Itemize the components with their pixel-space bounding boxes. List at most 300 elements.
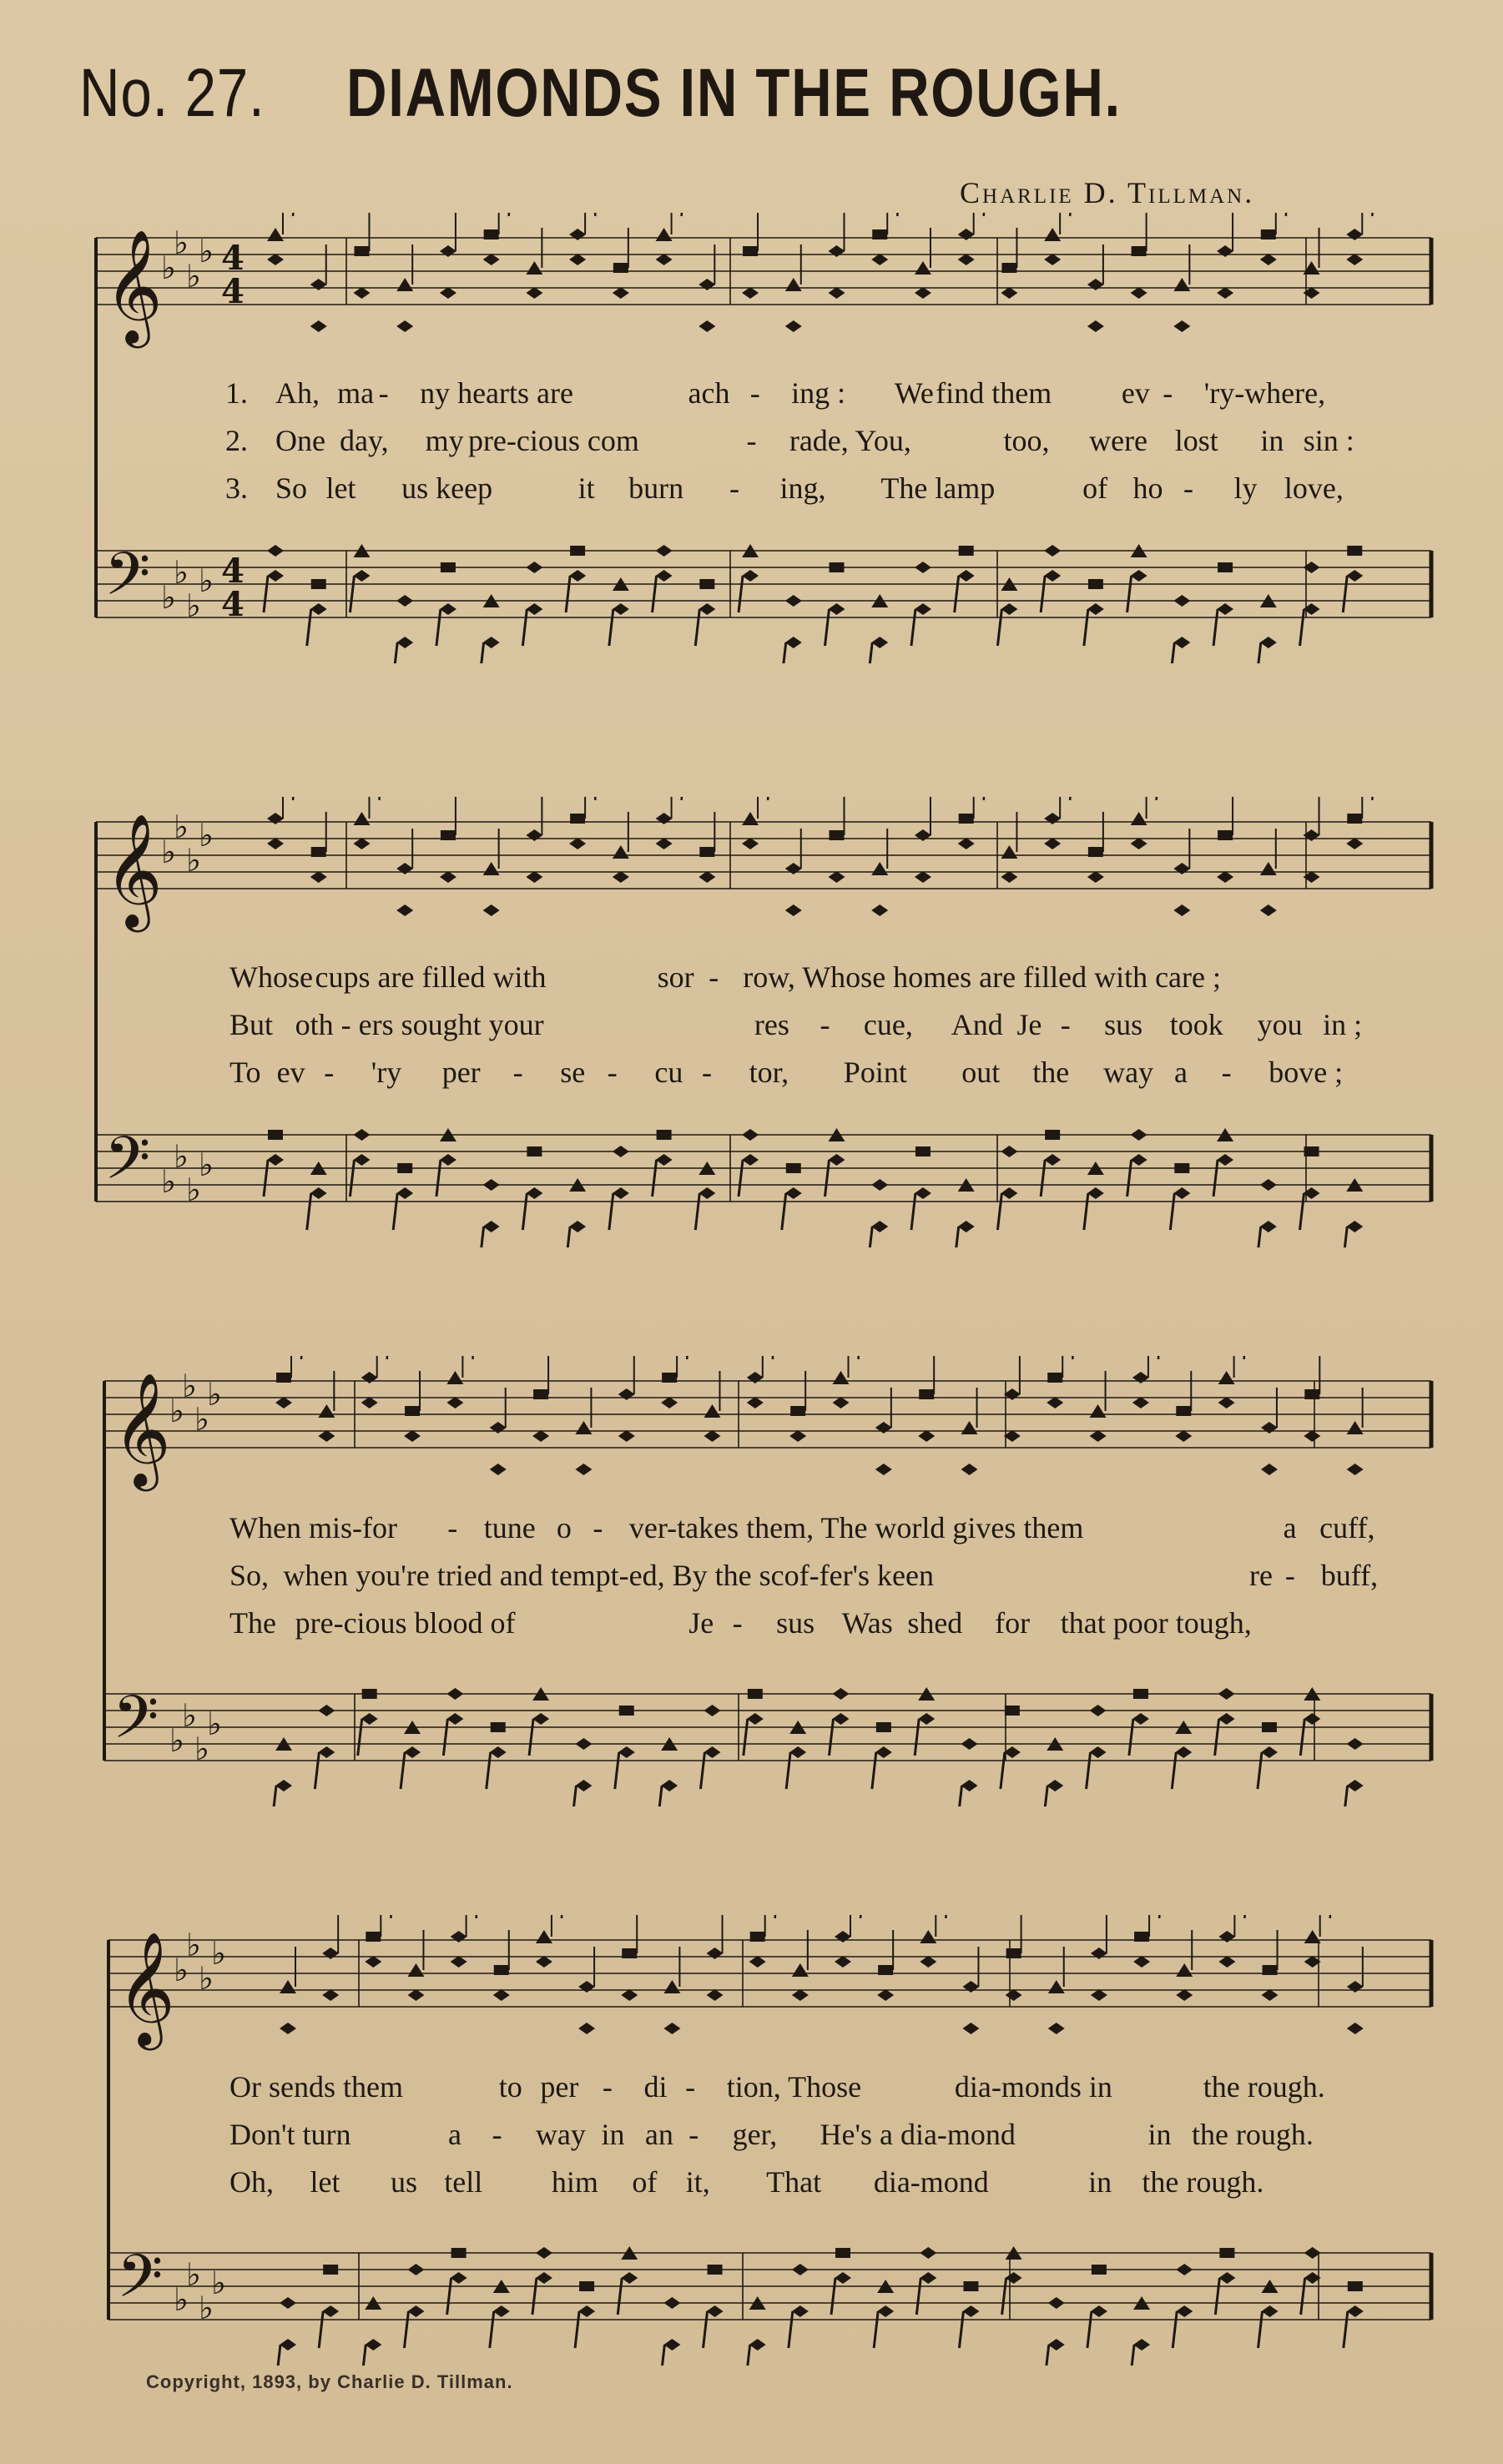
note-head [1262,1989,1279,2001]
note-head [1131,812,1147,825]
flat-icon: ♭ [182,1368,197,1404]
lyric-syllable: a [1283,1511,1297,1544]
note-head [1173,904,1190,916]
hymn-number: No. 27. [79,55,265,131]
lyric-syllable: it, [685,2165,710,2199]
note-head [1260,1179,1277,1191]
note-head [1001,871,1017,883]
lyric-line [0,1558,1503,1600]
note-head [877,1989,894,2001]
lyric-syllable: When mis-for [229,1511,397,1544]
note-head [1217,287,1233,299]
lyric-syllable: the rough. [1142,2165,1264,2199]
lyric-syllable: in ; [1323,1008,1363,1041]
note-head [662,1373,677,1383]
note-head [833,1397,850,1408]
lyric-syllable: for [995,1606,1031,1640]
lyric-syllable: - [1183,471,1193,505]
lyric-syllable: in [601,2118,625,2151]
note-head [579,2281,594,2291]
note-head [663,1980,680,1993]
lyric-syllable: ver-takes them, The world gives them [628,1511,1084,1544]
note-head [526,871,542,883]
treble-clef-icon: 𝄞 [104,812,163,927]
note-head [526,829,542,841]
lyric-syllable: To [229,1056,261,1089]
note-head [1260,254,1277,265]
note-head [1044,813,1061,824]
lyric-line [0,1007,1503,1049]
note-head [280,1980,296,1993]
note-head [483,1221,500,1232]
note-head [490,1422,507,1434]
note-head [792,2305,809,2317]
note-head [699,847,714,857]
note-head [570,814,585,824]
verse-number: 1. [225,376,248,410]
lyric-syllable: Whose [229,960,313,994]
lyric-syllable: cups are filled with [315,960,547,994]
note-head [789,1746,806,1758]
note-head [830,562,845,572]
note-head [656,570,673,582]
note-head [275,1397,292,1408]
note-head [527,1146,542,1156]
lyric-syllable: of [1082,471,1108,505]
flat-icon: ♭ [174,1952,189,1988]
flat-icon: ♭ [186,587,201,624]
lyric-syllable: an [644,2118,673,2151]
lyric-syllable: the rough. [1191,2118,1314,2151]
lyric-syllable: One [275,424,325,457]
note-head [365,2339,381,2351]
note-head [833,1713,850,1725]
note-head [1347,1780,1364,1791]
note-head [1044,254,1061,265]
lyric-syllable: way [535,2118,586,2151]
note-head [835,1931,851,1942]
lyric-syllable: - [709,960,719,994]
lyric-syllable: you [1257,1008,1303,1041]
lyric-syllable: row, Whose homes are filled with care ; [743,960,1222,994]
note-head [875,1464,892,1475]
note-head [396,1187,413,1199]
lyric-syllable: Or sends them [229,2070,403,2104]
note-head [959,814,974,824]
lyric-syllable: - [602,2070,613,2104]
flat-icon: ♭ [174,1138,189,1175]
note-head [785,637,802,648]
note-head [835,2272,851,2284]
flat-icon: ♭ [186,2256,201,2293]
lyric-syllable: were [1089,424,1148,457]
note-head [919,1389,934,1399]
note-head [310,603,327,615]
lyric-line [0,2069,1503,2111]
lyric-syllable: Don't turn [229,2118,351,2151]
note-head [958,570,975,582]
note-head [483,1179,500,1191]
note-head [915,261,931,275]
note-head [618,1746,635,1758]
note-head [1047,1780,1063,1791]
note-head [441,830,456,840]
note-head [318,1404,335,1418]
lyric-syllable: - [1060,1008,1071,1041]
note-head [1347,2023,1364,2034]
note-head [1045,1130,1060,1140]
lyric-syllable: buff, [1320,1559,1379,1592]
note-head [268,1130,283,1140]
note-head [407,2264,424,2275]
lyric-syllable: per [540,2070,579,2104]
note-head [656,228,673,241]
note-head [1001,845,1017,859]
bass-clef-icon: 𝄢 [113,1683,159,1766]
note-head [1005,1706,1020,1716]
note-head [829,603,845,615]
lyric-syllable: us [390,2165,417,2199]
note-head [1006,1989,1022,2001]
lyric-syllable: - [492,2118,502,2151]
note-head [1131,287,1147,299]
note-head [747,1713,764,1725]
note-head [704,1705,720,1716]
note-head [750,1932,765,1942]
lyric-syllable: out [961,1056,1001,1089]
note-head [871,637,888,648]
lyric-syllable: - [688,2118,699,2151]
lyric-syllable: - [324,1056,335,1089]
note-head [958,229,975,240]
note-head [699,320,715,332]
note-head [536,1930,552,1943]
note-head [575,1421,592,1434]
hymn-title: DIAMONDS IN THE ROUGH. [346,55,1122,131]
note-head [280,2023,296,2034]
flat-icon: ♭ [161,249,176,286]
note-head [747,1372,764,1383]
note-head [915,871,931,883]
composer-credit: Charlie D. Tillman. [960,176,1255,209]
note-head [656,813,673,824]
note-head [318,1705,335,1716]
note-head [1218,1956,1235,1968]
note-head [1346,570,1363,582]
note-head [569,229,586,240]
note-head [1133,2339,1150,2351]
note-head [742,1154,759,1166]
note-head [1260,637,1277,648]
note-head [742,838,759,849]
treble-clef-icon: 𝄞 [113,1371,171,1486]
time-signature-digit: 4 [221,585,245,624]
note-head [526,562,542,573]
note-head [621,1989,638,2001]
lyric-syllable: tune [483,1511,536,1544]
note-head [1260,862,1277,875]
note-head [310,320,327,332]
note-head [1132,1713,1149,1725]
lyric-syllable: rade, You, [789,424,911,457]
note-head [446,1688,463,1700]
lyric-syllable: - [732,1606,743,1640]
lyric-syllable: And [951,1008,1003,1041]
lyric-syllable: 'ry [371,1056,402,1089]
note-head [578,1981,595,1993]
note-head [1001,1187,1017,1199]
lyric-syllable: took [1169,1008,1223,1041]
flat-icon: ♭ [211,1935,226,1972]
note-head [663,2339,680,2351]
lyric-syllable: Je [1016,1008,1042,1041]
note-head [663,2297,680,2309]
note-head [404,1746,421,1758]
flat-icon: ♭ [186,258,201,295]
note-head [1090,1430,1107,1442]
lyric-syllable: ny hearts are [420,376,573,410]
note-head [311,847,326,857]
lyric-syllable: sin : [1303,424,1354,457]
hymn-header [79,54,1456,146]
lyric-syllable: cuff, [1319,1511,1375,1544]
note-head [829,245,845,257]
lyric-syllable: the rough. [1203,2070,1325,2104]
lyric-syllable: 'ry-where, [1203,376,1326,410]
note-head [1218,1713,1235,1725]
note-head [1304,1146,1319,1156]
note-head [1090,1705,1107,1716]
note-head [657,1130,672,1140]
note-head [267,254,284,265]
note-head [396,904,413,916]
note-head [1346,1221,1363,1232]
flat-icon: ♭ [169,1393,184,1429]
bass-clef-icon: 𝄢 [117,2242,164,2325]
note-head [699,603,715,615]
lyric-syllable: when you're tried and tempt-ed, By the scof-fer's keen [283,1559,935,1592]
note-head [1090,1746,1107,1758]
note-head [440,871,456,883]
note-head [267,1154,284,1166]
note-head [404,1430,421,1442]
note-head [1088,579,1103,589]
note-head [396,595,413,607]
flat-icon: ♭ [194,1731,209,1767]
note-head [1132,246,1147,256]
note-head [578,2023,595,2034]
note-head [1091,2305,1107,2317]
note-head [656,254,673,265]
note-head [961,1464,978,1475]
note-head [1346,254,1363,265]
note-head [1347,1981,1364,1993]
note-head [1173,320,1190,332]
flat-icon: ♭ [161,579,176,616]
time-signature-digit: 4 [221,239,245,278]
note-head [494,1965,509,1975]
flat-icon: ♭ [207,1376,222,1413]
lyric-syllable: - [378,376,389,410]
note-head [785,278,802,291]
lyric-syllable: my [425,424,464,457]
note-head [1087,279,1104,290]
lyric-syllable: sus [1104,1008,1143,1041]
note-head [490,1746,507,1758]
lyric-syllable: him [551,2165,598,2199]
note-head [1004,1430,1021,1442]
note-head [661,1780,678,1791]
note-head [1091,1948,1107,1959]
note-head [1047,1397,1063,1408]
flat-icon: ♭ [174,554,189,591]
note-head [958,1221,975,1232]
note-head [958,254,975,265]
note-head [622,1948,637,1958]
treble-clef-icon: 𝄞 [104,228,163,343]
note-head [871,254,888,265]
note-head [353,570,370,582]
note-head [749,1956,766,1968]
note-head [353,812,370,825]
lyric-syllable: - [746,424,757,457]
note-head [396,863,413,874]
note-head [621,2272,638,2284]
lyric-syllable: Ah, [275,376,320,410]
note-head [361,1372,378,1383]
note-head [275,1780,292,1791]
note-head [446,1371,463,1384]
note-head [915,603,931,615]
note-head [1004,1746,1021,1758]
note-head [451,2248,467,2258]
lyric-syllable: shed [907,1606,963,1640]
note-head [1304,1389,1319,1399]
lyric-syllable: Was [841,1606,893,1640]
note-head [1176,1989,1193,2001]
lyric-line [0,2117,1503,2159]
note-head [1044,570,1061,582]
note-head [1263,1965,1278,1975]
treble-clef-icon: 𝄞 [117,1930,175,2045]
note-head [920,1956,936,1968]
note-head [493,1989,510,2001]
lyric-syllable: love, [1284,471,1344,505]
lyric-syllable: pre-cious blood of [295,1606,516,1640]
note-head [742,812,759,825]
lyric-syllable: - [685,2070,696,2104]
note-head [613,603,629,615]
note-head [829,871,845,883]
note-head [1304,1713,1320,1725]
note-head [1131,570,1147,582]
lyric-syllable: cu [654,1056,683,1089]
lyric-syllable: - [593,1511,603,1544]
note-head [1001,1146,1017,1157]
note-head [276,1373,291,1383]
flat-icon: ♭ [199,1960,214,1997]
note-head [310,1187,327,1199]
flat-icon: ♭ [199,233,214,270]
note-head [323,2265,338,2275]
note-head [1175,1430,1192,1442]
note-head [961,1780,978,1791]
note-head [318,1746,335,1758]
flat-icon: ♭ [199,562,214,599]
note-head [1087,871,1104,883]
note-head [536,1956,552,1968]
note-head [1047,1373,1062,1383]
note-head [789,1430,806,1442]
note-head [1217,871,1233,883]
note-head [613,845,629,859]
note-head [493,2305,510,2317]
note-head [876,1722,891,1732]
note-head [656,545,673,557]
note-head [878,1965,893,1975]
note-head [699,579,714,589]
lyric-syllable: per [441,1056,481,1089]
note-head [962,2305,979,2317]
note-head [440,603,456,615]
note-head [871,904,888,916]
note-head [792,2264,809,2275]
note-head [1090,1404,1107,1418]
lyric-syllable: Je [688,1606,714,1640]
lyric-syllable: - [820,1008,830,1041]
note-head [613,263,628,273]
note-head [526,603,542,615]
note-head [490,1464,507,1475]
note-head [1261,1422,1278,1434]
note-head [1006,1948,1021,1958]
note-head [318,1430,335,1442]
lyric-syllable: - [749,376,760,410]
note-head [1304,1930,1321,1943]
lyric-syllable: a [448,2118,462,2151]
note-head [536,2247,552,2259]
lyric-syllable: He's a dia-mond [820,2118,1016,2151]
note-head [310,279,327,290]
note-head [1218,562,1233,572]
lyric-syllable: dia-monds in [954,2070,1112,2104]
note-head [747,1397,764,1408]
note-head [961,1421,978,1434]
note-head [962,1981,979,1993]
note-head [963,2281,978,2291]
lyric-syllable: in [1088,2165,1112,2199]
note-head [353,838,370,849]
note-head [829,287,845,299]
note-head [1176,2264,1193,2275]
note-head [267,228,284,241]
note-head [663,2023,680,2034]
lyric-syllable: ev [1121,376,1150,410]
note-head [785,863,802,874]
note-head [1044,545,1061,557]
note-head [532,1713,549,1725]
note-head [918,1430,935,1442]
lyric-syllable: se [560,1056,586,1089]
lyric-syllable: ing, [779,471,826,505]
note-head [1133,1689,1148,1699]
note-head [1001,603,1017,615]
note-head [835,2248,850,2258]
lyric-syllable: sus [776,1606,815,1640]
flat-icon: ♭ [174,2281,189,2318]
note-head [1001,287,1017,299]
note-head [440,287,456,299]
